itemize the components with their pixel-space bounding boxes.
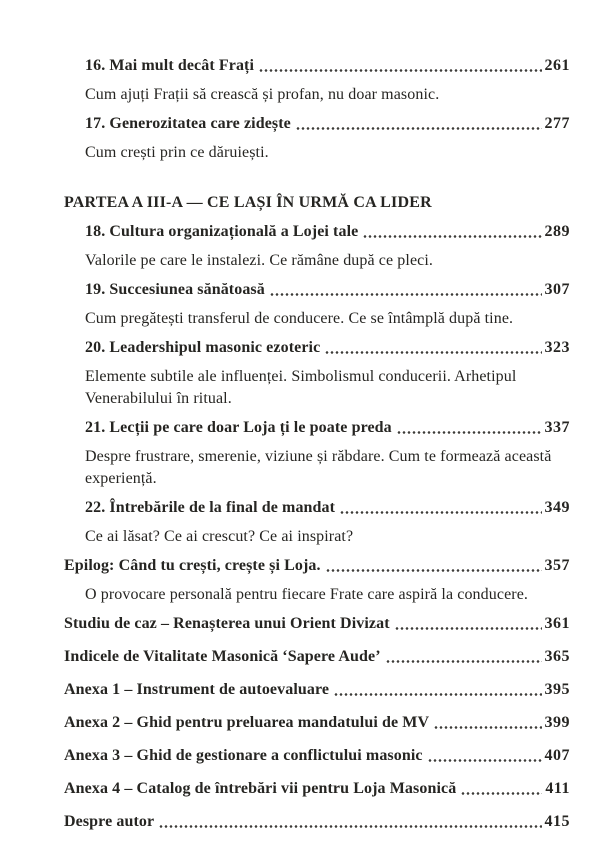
entry-title: Epilog: Când tu crești, crește și Loja. — [64, 557, 321, 574]
entry-description: Despre frustrare, smerenie, viziune și răbdare. Cum te formează această experiență. — [85, 448, 552, 487]
page-number: 289 — [544, 223, 570, 240]
entry-description: Cum crești prin ce dăruiești. — [85, 144, 269, 161]
toc-entry-line[interactable] — [64, 417, 570, 439]
page-number: 277 — [544, 115, 570, 132]
dotted-leader — [340, 510, 541, 515]
entry-title: Anexa 4 – Catalog de întrebări vii pentru Loja Masonică — [64, 780, 457, 797]
page-number: 349 — [544, 499, 570, 516]
entry-title: Anexa 1 – Instrument de autoevaluare — [64, 681, 330, 698]
dotted-leader — [296, 126, 542, 131]
toc-entry-line[interactable] — [64, 745, 570, 767]
toc-entry-line[interactable] — [64, 55, 570, 77]
page-number: 337 — [544, 419, 570, 436]
dotted-leader — [395, 626, 542, 631]
toc-entry-line[interactable] — [64, 555, 570, 577]
entry-title: Anexa 3 – Ghid de gestionare a conflictului masonic — [64, 747, 423, 764]
toc-entry-line[interactable] — [64, 497, 570, 519]
page-number: 361 — [544, 615, 570, 632]
toc-entry-block — [64, 811, 570, 833]
page-number: 411 — [545, 780, 570, 797]
toc-entry-block — [64, 646, 570, 668]
toc-entry-line[interactable] — [64, 679, 570, 701]
dotted-leader — [326, 568, 542, 573]
dotted-leader — [434, 725, 541, 730]
toc-entry-block — [64, 712, 570, 734]
dotted-leader — [334, 692, 541, 697]
toc-entry-block — [64, 613, 570, 635]
toc-entry-line[interactable] — [64, 613, 570, 635]
toc-entry-block — [64, 221, 570, 272]
toc-entry-block — [64, 113, 570, 164]
toc-entry-line[interactable] — [64, 646, 570, 668]
entry-title: Anexa 2 – Ghid pentru preluarea mandatului de MV — [64, 714, 430, 731]
toc-entry-block — [64, 497, 570, 548]
entry-title: 22. Întrebările de la final de mandat — [85, 499, 336, 516]
entry-title: 20. Leadershipul masonic ezoteric — [85, 339, 321, 356]
entry-title: 17. Generozitatea care zidește — [85, 115, 291, 132]
toc-entry-line[interactable] — [64, 221, 570, 243]
dotted-leader — [159, 824, 541, 829]
dotted-leader — [259, 68, 541, 73]
page-number: 415 — [544, 813, 570, 830]
dotted-leader — [363, 234, 541, 239]
page-number: 357 — [544, 557, 570, 574]
toc-entry-block — [64, 337, 570, 410]
entry-title: 21. Lecții pe care doar Loja ți le poate preda — [85, 419, 392, 436]
dotted-leader — [461, 791, 542, 796]
dotted-leader — [386, 659, 542, 664]
part-heading: PARTEA A III-A — CE LAȘI ÎN URMĂ CA LIDER — [64, 194, 432, 211]
entry-description: Cum pregătești transferul de conducere. Ce se întâmplă după tine. — [85, 310, 514, 327]
toc-entry-line[interactable] — [64, 811, 570, 833]
toc-entry-block — [64, 55, 570, 106]
toc-entry-block — [64, 745, 570, 767]
toc-entry-line[interactable] — [64, 113, 570, 135]
entry-description: Ce ai lăsat? Ce ai crescut? Ce ai inspirat? — [85, 528, 354, 545]
entry-title: Indicele de Vitalitate Masonică ‘Sapere Aude’ — [64, 648, 381, 665]
entry-description: Valorile pe care le instalezi. Ce rămâne după ce pleci. — [85, 252, 433, 269]
page-number: 399 — [544, 714, 570, 731]
entry-title: 18. Cultura organizațională a Lojei tale — [85, 223, 359, 240]
entry-description: Cum ajuți Frații să crească și profan, nu doar masonic. — [85, 86, 440, 103]
toc-entry-block — [64, 778, 570, 800]
dotted-leader — [397, 430, 542, 435]
dotted-leader — [428, 758, 542, 763]
entry-description: Elemente subtile ale influenței. Simbolismul conducerii. Arhetipul Venerabilului în ritual. — [85, 368, 517, 407]
toc-entry-block — [64, 279, 570, 330]
page-number: 395 — [544, 681, 570, 698]
entry-title: 16. Mai mult decât Frați — [85, 57, 255, 74]
dotted-leader — [270, 292, 542, 297]
entry-title: Studiu de caz – Renașterea unui Orient Divizat — [64, 615, 390, 632]
entry-title: 19. Succesiunea sănătoasă — [85, 281, 265, 298]
page-number: 323 — [544, 339, 570, 356]
table-of-contents — [64, 55, 570, 833]
toc-entry-line[interactable] — [64, 337, 570, 359]
page-number: 261 — [544, 57, 570, 74]
dotted-leader — [325, 350, 541, 355]
toc-entry-line[interactable] — [64, 712, 570, 734]
toc-entry-block — [64, 555, 570, 606]
entry-description: O provocare personală pentru fiecare Frate care aspiră la conducere. — [85, 586, 528, 603]
page-number: 407 — [544, 747, 570, 764]
entry-title: Despre autor — [64, 813, 155, 830]
toc-entry-line[interactable] — [64, 279, 570, 301]
toc-entry-line[interactable] — [64, 778, 570, 800]
page-number: 307 — [544, 281, 570, 298]
toc-entry-block — [64, 417, 570, 490]
toc-entry-block — [64, 679, 570, 701]
page-number: 365 — [544, 648, 570, 665]
